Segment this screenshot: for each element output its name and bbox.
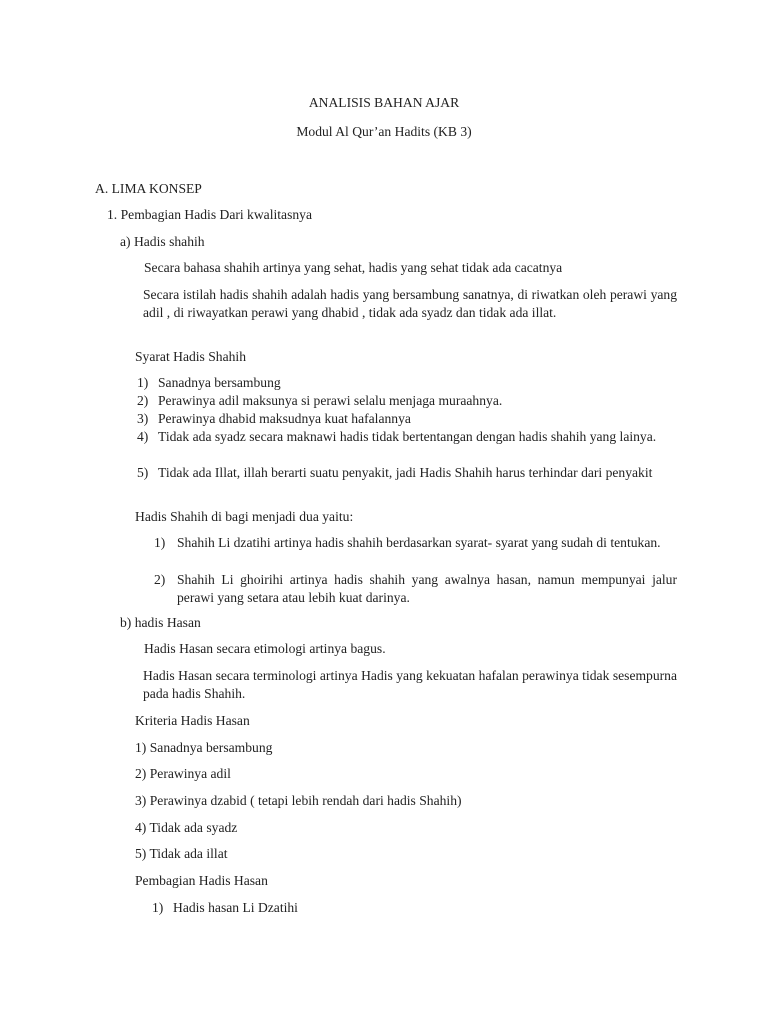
list-number: 2) <box>137 393 149 408</box>
list-heading: Kriteria Hadis Hasan <box>135 713 250 728</box>
subsection-heading: a) Hadis shahih <box>120 234 205 249</box>
paragraph: Hadis Hasan secara terminologi artinya Hadis yang kekuatan hafalan perawinya tidak sesempurna pada hadis Shahih. <box>143 668 677 701</box>
list-item: Sanadnya bersambung <box>158 375 281 390</box>
list-item: 3) Perawinya dzabid ( tetapi lebih rendah dari hadis Shahih) <box>135 793 462 808</box>
list-number: 1) <box>137 375 149 390</box>
list-number: 2) <box>154 572 166 587</box>
paragraph: Secara bahasa shahih artinya yang sehat, hadis yang sehat tidak ada cacatnya <box>144 260 563 275</box>
list-heading: Pembagian Hadis Hasan <box>135 873 268 888</box>
list-item: Perawinya dhabid maksudnya kuat hafalannya <box>158 411 411 426</box>
list-item: 4) Tidak ada syadz <box>135 820 238 835</box>
list-item: Hadis hasan Li Dzatihi <box>173 900 298 915</box>
list-number: 3) <box>137 411 149 426</box>
list-number: 4) <box>137 429 149 444</box>
paragraph: Hadis Hasan secara etimologi artinya bagus. <box>144 641 386 656</box>
list-item-heading: 1. Pembagian Hadis Dari kwalitasnya <box>107 207 312 222</box>
section-heading: A. LIMA KONSEP <box>95 181 202 196</box>
list-item: Perawinya adil maksunya si perawi selalu menjaga muraahnya. <box>158 393 503 408</box>
list-number: 1) <box>152 900 164 915</box>
list-number: 5) <box>137 465 149 480</box>
list-number: 1) <box>154 535 166 550</box>
list-item: Tidak ada syadz secara maknawi hadis tidak bertentangan dengan hadis shahih yang lainya. <box>158 429 657 444</box>
document-subtitle: Modul Al Qur’an Hadits (KB 3) <box>296 124 472 139</box>
list-heading: Syarat Hadis Shahih <box>135 349 247 364</box>
list-heading: Hadis Shahih di bagi menjadi dua yaitu: <box>135 509 354 524</box>
list-item: Shahih Li dzatihi artinya hadis shahih berdasarkan syarat- syarat yang sudah di tentukan. <box>177 535 661 550</box>
list-item: 5) Tidak ada illat <box>135 846 228 861</box>
subsection-heading: b) hadis Hasan <box>120 615 201 630</box>
document-title: ANALISIS BAHAN AJAR <box>308 95 460 110</box>
list-item: Shahih Li ghoirihi artinya hadis shahih yang awalnya hasan, namun mempunyai jalur perawi yang setara atau lebih kuat darinya. <box>177 572 677 605</box>
paragraph: Secara istilah hadis shahih adalah hadis yang bersambung sanatnya, di riwatkan oleh perawi yang adil , di riwayatkan perawi yang dhabid , tidak ada syadz dan tidak ada illat. <box>143 287 677 320</box>
list-item: 1) Sanadnya bersambung <box>135 740 273 755</box>
list-item: Tidak ada Illat, illah berarti suatu penyakit, jadi Hadis Shahih harus terhindar dari penyakit <box>158 465 653 480</box>
list-item: 2) Perawinya adil <box>135 766 231 781</box>
